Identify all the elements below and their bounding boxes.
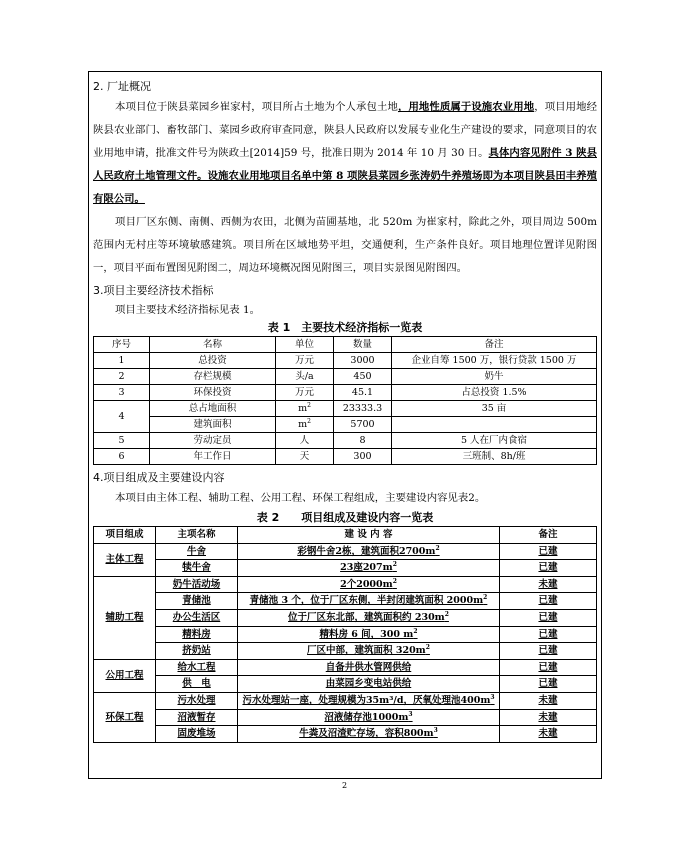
table1-header: 备注 xyxy=(392,337,597,353)
table-row xyxy=(94,401,597,417)
cell-name: 年工作日 xyxy=(150,449,276,465)
cell-note: 未建 xyxy=(500,692,597,709)
cell-name: 供 电 xyxy=(156,676,238,693)
group-public: 公用工程 xyxy=(94,659,156,692)
cell-note: 三班制、8h/班 xyxy=(392,449,597,465)
content-superscript: 2 xyxy=(425,644,430,651)
cell-name: 环保投资 xyxy=(150,385,276,401)
cell-note: 35 亩 xyxy=(392,401,597,417)
cell-content xyxy=(238,576,500,593)
cell-note: 已建 xyxy=(500,643,597,660)
cell-content xyxy=(238,709,500,726)
cell-no: 1 xyxy=(94,353,150,369)
cell-content xyxy=(238,593,500,610)
cell-qty: 45.1 xyxy=(334,385,392,401)
page-frame xyxy=(88,71,602,779)
table-row xyxy=(94,626,597,643)
table2-header: 项目组成 xyxy=(94,527,156,544)
content-superscript: 2 xyxy=(444,610,449,618)
content-superscript: 3 xyxy=(433,726,438,734)
section4-heading: 4.项目组成及主要建设内容 xyxy=(93,471,225,484)
p1-part-c: ，项目用地经陕县农业部门、畜牧部门、菜园乡政府审查同意，陕县人民政府以发展专业化生产建设的要求，同意项目的农业用地申请，批准文件号为陕政土[2014]59 号，批准日期为 2014 年 10 月 30 日。 xyxy=(93,101,598,159)
cell-name: 劳动定员 xyxy=(150,433,276,449)
table2-header-row xyxy=(94,527,597,544)
cell-name: 犊牛舍 xyxy=(156,560,238,577)
cell-unit: 万元 xyxy=(276,385,334,401)
cell-unit xyxy=(276,417,334,433)
p1-part-d: 具体内容见附件 3 陕县人民政府土地管理文件。设施农业用地项目名单中第 8 项陕县菜园乡张涛奶牛养殖场即为本项目陕县田丰养殖有限公司。 xyxy=(93,147,597,205)
table1-caption: 表 1 主要技术经济指标一览表 xyxy=(267,321,423,334)
table-row xyxy=(94,692,597,709)
cell-unit xyxy=(276,401,334,417)
section2-paragraph1 xyxy=(93,96,597,211)
cell-content xyxy=(238,726,500,743)
table1-header: 名称 xyxy=(150,337,276,353)
cell-name: 牛舍 xyxy=(156,543,238,560)
cell-no: 6 xyxy=(94,449,150,465)
content-text: 牛粪及沼渣贮存场，容积800m xyxy=(299,728,434,740)
content-text: 厂区中部，建筑面积 320m xyxy=(307,645,426,657)
table-row xyxy=(94,643,597,660)
content-superscript: 3 xyxy=(490,693,495,701)
cell-no: 2 xyxy=(94,369,150,385)
cell-no: 4 xyxy=(94,401,150,433)
table-row xyxy=(94,449,597,465)
cell-content xyxy=(238,643,500,660)
table-row xyxy=(94,543,597,560)
cell-unit: 天 xyxy=(276,449,334,465)
section3-heading: 3.项目主要经济技术指标 xyxy=(93,284,214,297)
document-content xyxy=(93,76,597,743)
content-superscript: 2 xyxy=(413,627,418,635)
cell-name: 给水工程 xyxy=(156,659,238,676)
table-row xyxy=(94,659,597,676)
content-text: 污水处理站一座，处理规模为35m³/d，厌氧处理池400m xyxy=(242,694,491,706)
cell-name: 存栏规模 xyxy=(150,369,276,385)
unit-superscript: 2 xyxy=(307,401,311,409)
cell-note: 企业自筹 1500 万，银行贷款 1500 万 xyxy=(392,353,597,369)
table-row xyxy=(94,369,597,385)
table-row xyxy=(94,709,597,726)
cell-content xyxy=(238,626,500,643)
cell-content: 由菜园乡变电站供给 xyxy=(238,676,500,693)
content-text: 沼液储存池1000m xyxy=(324,711,409,723)
table-row xyxy=(94,433,597,449)
group-env: 环保工程 xyxy=(94,692,156,742)
table2-caption: 表 2 项目组成及建设内容一览表 xyxy=(256,511,434,524)
cell-note: 已建 xyxy=(500,543,597,560)
table-row xyxy=(94,676,597,693)
cell-name: 青储池 xyxy=(156,593,238,610)
table2 xyxy=(93,526,597,743)
cell-unit: 人 xyxy=(276,433,334,449)
table1-header: 数量 xyxy=(334,337,392,353)
cell-unit: 头/a xyxy=(276,369,334,385)
content-text: 2个2000m xyxy=(340,578,393,590)
cell-note: 未建 xyxy=(500,726,597,743)
content-superscript: 2 xyxy=(392,561,397,569)
content-superscript: 2 xyxy=(483,594,488,602)
cell-qty: 300 xyxy=(334,449,392,465)
unit-text: m xyxy=(298,403,308,414)
cell-content xyxy=(238,560,500,577)
table-row xyxy=(94,353,597,369)
p1-part-a: 本项目位于陕县菜园乡崔家村，项目所占土地为个人承包土地 xyxy=(115,101,398,113)
table-row xyxy=(94,593,597,610)
content-text: 精料房 6 间，300 m xyxy=(319,628,414,640)
cell-note: 奶牛 xyxy=(392,369,597,385)
cell-content xyxy=(238,543,500,560)
cell-no: 5 xyxy=(94,433,150,449)
table-row xyxy=(94,560,597,577)
cell-name: 总投资 xyxy=(150,353,276,369)
table2-header: 备注 xyxy=(500,527,597,544)
cell-note: 已建 xyxy=(500,626,597,643)
p1-part-b: ，用地性质属于设施农业用地 xyxy=(397,101,535,113)
table1-header: 序号 xyxy=(94,337,150,353)
cell-qty: 3000 xyxy=(334,353,392,369)
content-text: 位于厂区东北部，建筑面积约 230m xyxy=(288,611,445,623)
cell-note: 已建 xyxy=(500,676,597,693)
content-text: 23座207m xyxy=(340,562,393,574)
table-row xyxy=(94,417,597,433)
section2-heading: 2. 厂址概况 xyxy=(93,80,151,93)
cell-note: 占总投资 1.5% xyxy=(392,385,597,401)
cell-name: 建筑面积 xyxy=(150,417,276,433)
cell-note: 未建 xyxy=(500,576,597,593)
content-superscript: 2 xyxy=(435,544,440,552)
cell-unit: 万元 xyxy=(276,353,334,369)
cell-content: 自备井供水管网供给 xyxy=(238,659,500,676)
unit-superscript: 2 xyxy=(307,417,311,425)
cell-qty: 450 xyxy=(334,369,392,385)
cell-name: 总占地面积 xyxy=(150,401,276,417)
table1 xyxy=(93,336,597,465)
section4-intro: 本项目由主体工程、辅助工程、公用工程、环保工程组成，主要建设内容见表2。 xyxy=(115,492,486,504)
cell-qty: 8 xyxy=(334,433,392,449)
table-row xyxy=(94,385,597,401)
table1-header: 单位 xyxy=(276,337,334,353)
content-superscript: 2 xyxy=(392,577,397,585)
cell-note: 已建 xyxy=(500,609,597,626)
table2-header: 主项名称 xyxy=(156,527,238,544)
content-text: 彩钢牛舍2栋，建筑面积2700m xyxy=(297,545,436,557)
cell-note: 已建 xyxy=(500,593,597,610)
section2-paragraph2: 项目厂区东侧、南侧、西侧为农田，北侧为苗圃基地，北 520m 为崔家村，除此之外，项目周边 500m 范围内无村庄等环境敏感建筑。项目所在区域地势平坦，交通便利，生产条件良好。项目地理位置详见附图一，项目平面布置图见附图二，周边环境概况图见附图三，项目实景图见附图四。 xyxy=(93,216,597,274)
table-row xyxy=(94,609,597,626)
cell-note: 未建 xyxy=(500,709,597,726)
table2-header: 建 设 内 容 xyxy=(238,527,500,544)
cell-note: 已建 xyxy=(500,659,597,676)
cell-name: 办公生活区 xyxy=(156,609,238,626)
cell-name: 精料房 xyxy=(156,626,238,643)
group-aux: 辅助工程 xyxy=(94,576,156,659)
cell-name: 污水处理 xyxy=(156,692,238,709)
cell-name: 沼液暂存 xyxy=(156,709,238,726)
cell-note: 已建 xyxy=(500,560,597,577)
page-number: 2 xyxy=(341,781,348,790)
cell-name: 奶牛活动场 xyxy=(156,576,238,593)
cell-name: 固废堆场 xyxy=(156,726,238,743)
cell-content xyxy=(238,609,500,626)
cell-no: 3 xyxy=(94,385,150,401)
cell-note xyxy=(392,417,597,433)
cell-content xyxy=(238,692,500,709)
content-superscript: 3 xyxy=(408,710,413,718)
cell-qty: 5700 xyxy=(334,417,392,433)
section3-intro: 项目主要技术经济指标见表 1。 xyxy=(115,304,260,316)
group-main: 主体工程 xyxy=(94,543,156,576)
table-row xyxy=(94,726,597,743)
content-text: 青储池 3 个，位于厂区东侧，半封闭建筑面积 2000m xyxy=(249,595,484,607)
table-row xyxy=(94,576,597,593)
cell-qty: 23333.3 xyxy=(334,401,392,417)
table1-header-row xyxy=(94,337,597,353)
cell-name: 挤奶站 xyxy=(156,643,238,660)
cell-note: 5 人在厂内食宿 xyxy=(392,433,597,449)
unit-text: m xyxy=(298,419,308,430)
